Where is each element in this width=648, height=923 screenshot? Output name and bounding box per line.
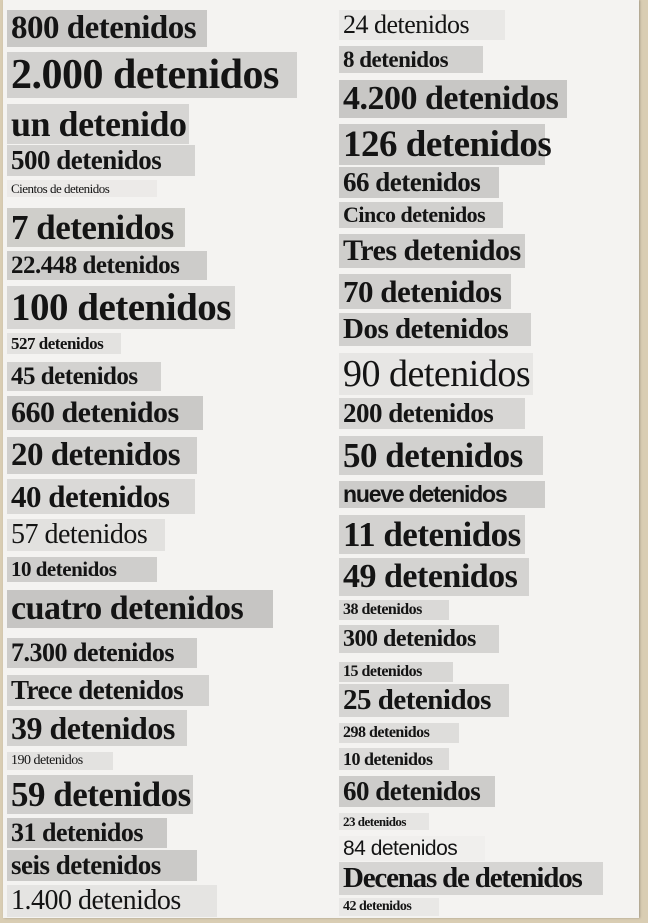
clipping: 31 detenidos xyxy=(7,818,167,848)
clipping: 22.448 detenidos xyxy=(7,251,207,280)
clipping: 24 detenidos xyxy=(339,10,505,40)
clipping: cuatro detenidos xyxy=(7,590,273,628)
clipping: 20 detenidos xyxy=(7,437,197,474)
clipping: 300 detenidos xyxy=(339,625,499,653)
clipping: 49 detenidos xyxy=(339,558,529,596)
clipping: 7.300 detenidos xyxy=(7,638,197,668)
clipping: 10 detenidos xyxy=(339,748,449,770)
clipping: 190 detenidos xyxy=(7,752,113,770)
clipping: un detenido xyxy=(7,104,189,144)
clipping: 11 detenidos xyxy=(339,515,525,554)
clipping: seis detenidos xyxy=(7,850,197,881)
clipping: 800 detenidos xyxy=(7,10,207,47)
clipping: 57 detenidos xyxy=(7,519,165,551)
clipping: 200 detenidos xyxy=(339,398,525,429)
clipping: 4.200 detenidos xyxy=(339,80,567,118)
clipping: 7 detenidos xyxy=(7,208,185,247)
clipping: Dos detenidos xyxy=(339,313,531,346)
clipping: 50 detenidos xyxy=(339,436,543,475)
clipping: 59 detenidos xyxy=(7,775,193,814)
clipping: 42 detenidos xyxy=(339,898,439,916)
clipping: Decenas de detenidos xyxy=(339,862,603,895)
clipping: Tres detenidos xyxy=(339,234,525,268)
clipping: 39 detenidos xyxy=(7,710,187,746)
clipping: Trece detenidos xyxy=(7,675,209,706)
clipping: 38 detenidos xyxy=(339,600,449,620)
clipping: 1.400 detenidos xyxy=(7,885,217,917)
clipping: Cientos de detenidos xyxy=(7,180,157,197)
clipping: 298 detenidos xyxy=(339,723,459,743)
collage-sheet xyxy=(3,0,639,918)
clipping: 500 detenidos xyxy=(7,145,195,176)
clipping: 40 detenidos xyxy=(7,479,195,514)
clipping: 100 detenidos xyxy=(7,286,235,329)
clipping: 90 detenidos xyxy=(339,353,533,395)
clipping: nueve detenidos xyxy=(339,481,545,508)
clipping: 2.000 detenidos xyxy=(7,52,297,98)
clipping: 8 detenidos xyxy=(339,46,483,73)
clipping: 66 detenidos xyxy=(339,167,499,198)
clipping: 15 detenidos xyxy=(339,662,453,682)
clipping: 23 detenidos xyxy=(339,813,429,830)
clipping: 45 detenidos xyxy=(7,362,161,391)
clipping: 527 detenidos xyxy=(7,333,121,354)
clipping: 660 detenidos xyxy=(7,396,203,430)
clipping: 60 detenidos xyxy=(339,776,495,807)
clipping: 84 detenidos xyxy=(339,836,485,861)
clipping: 25 detenidos xyxy=(339,684,509,717)
clipping: 126 detenidos xyxy=(339,124,545,165)
clipping: 70 detenidos xyxy=(339,274,511,309)
clipping: 10 detenidos xyxy=(7,557,157,582)
clipping: Cinco detenidos xyxy=(339,202,503,228)
